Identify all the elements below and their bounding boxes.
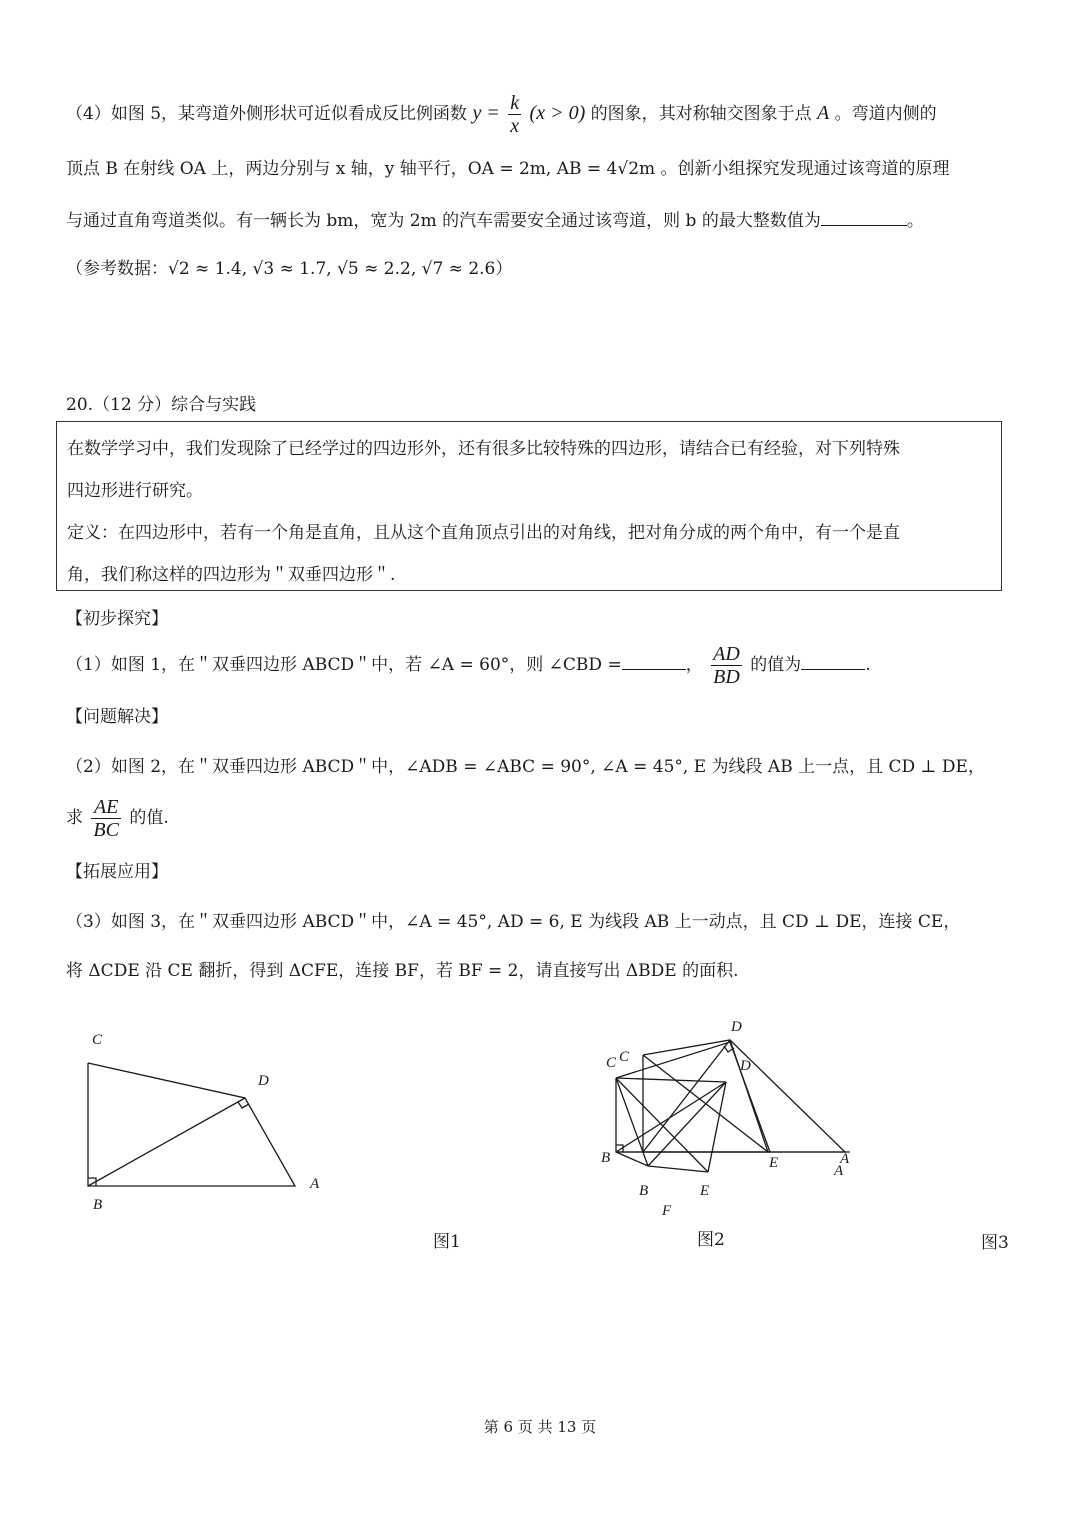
q19-text-b: 的图象，其对称轴交图象于点: [590, 104, 812, 124]
p2-numerator: AE: [91, 796, 121, 819]
figure-1-caption: 图1: [433, 1232, 461, 1252]
p1-denominator: BD: [713, 666, 740, 688]
p2-text-a: 求: [66, 808, 83, 828]
fig2-label-E: E: [769, 1155, 779, 1171]
fig3-label-A: A: [834, 1163, 844, 1179]
fig3-segment-de: [708, 1082, 726, 1172]
fig3-label-E: E: [700, 1183, 710, 1199]
fig3-label-D: D: [740, 1058, 751, 1074]
q19-text-c: 。弯道内侧的: [834, 104, 937, 124]
fig2-diagonal-bd: [643, 1040, 730, 1152]
func-lhs: y =: [472, 102, 500, 124]
q19-line2: 顶点 B 在射线 OA 上，两边分别与 x 轴，y 轴平行，OA = 2m, AB = 4√2m 。创新小组探究发现通过该弯道的原理: [66, 159, 950, 179]
q19-line3-end: 。: [906, 211, 924, 231]
fig2-label-D: D: [731, 1019, 742, 1035]
q19-line4: （参考数据：√2 ≈ 1.4, √3 ≈ 1.7, √5 ≈ 2.2, √7 ≈ 2.6）: [66, 259, 513, 279]
box-line4: 角，我们称这样的四边形为＂双垂四边形＂.: [67, 565, 396, 585]
point-A: A: [817, 102, 830, 124]
box-line1: 在数学学习中，我们发现除了已经学过的四边形外，还有很多比较特殊的四边形，请结合已有经验，对下列特殊: [67, 439, 900, 459]
section-solving: 【问题解决】: [66, 707, 168, 727]
q19-text-a: （4）如图 5，某弯道外侧形状可近似看成反比例函数: [66, 104, 468, 124]
fig3-segment-cd: [616, 1078, 726, 1082]
p2-text-b: 的值.: [129, 808, 169, 828]
p1-text: （1）如图 1，在＂双垂四边形 ABCD＂中，若 ∠A = 60°，则 ∠CBD =: [66, 655, 622, 675]
figure-2-caption: 图2: [697, 1230, 725, 1250]
p1-comma: ，: [685, 655, 703, 675]
page-footer: 第 6 页 共 13 页: [483, 1418, 597, 1436]
func-numerator: k: [510, 92, 520, 114]
section-preliminary: 【初步探究】: [66, 609, 168, 629]
figure-3-caption: 图3: [981, 1233, 1009, 1253]
p2-denominator: BC: [93, 819, 119, 841]
fig1-label-B: B: [93, 1197, 103, 1213]
fig1-label-D: D: [258, 1073, 269, 1089]
p1-text-b: 的值为: [750, 655, 802, 675]
fig2-label-A: A: [840, 1151, 850, 1167]
fig3-label-B: B: [639, 1183, 649, 1199]
q19-line3-text: 与通过直角弯道类似。有一辆长为 bm，宽为 2m 的汽车需要安全通过该弯道，则 b 的最大整数值为: [66, 211, 821, 231]
p1-numerator: AD: [713, 643, 740, 665]
fig2-quad: [643, 1040, 845, 1152]
fig2-label-C: C: [619, 1049, 630, 1065]
section-extension: 【拓展应用】: [66, 862, 168, 882]
fig3-label-F: F: [662, 1203, 672, 1219]
q20-part2-line1: （2）如图 2，在＂双垂四边形 ABCD＂中，∠ADB = ∠ABC = 90°, ∠A = 45°, E 为线段 AB 上一点，且 CD ⊥ DE，: [66, 757, 985, 777]
box-line2: 四边形进行研究。: [67, 481, 203, 501]
func-denominator: x: [510, 115, 520, 137]
fig2-label-B: B: [601, 1150, 611, 1166]
box-line3: 定义：在四边形中，若有一个角是直角，且从这个直角顶点引出的对角线，把对角分成的两个角中，有一个是直: [67, 523, 900, 543]
fig1-diagonal-bd: [88, 1098, 245, 1186]
q20-part3-line2: 将 ΔCDE 沿 CE 翻折，得到 ΔCFE，连接 BF，若 BF = 2，请直接写出 ΔBDE 的面积.: [66, 961, 739, 981]
func-domain: (x > 0): [529, 102, 586, 124]
p1-end: .: [865, 655, 871, 675]
fig3-segment-fe: [648, 1166, 708, 1172]
fig1-label-C: C: [92, 1032, 103, 1048]
fig3-label-C: C: [606, 1055, 617, 1071]
q20-part3-line1: （3）如图 3，在＂双垂四边形 ABCD＂中，∠A = 45°, AD = 6, E 为线段 AB 上一动点，且 CD ⊥ DE，连接 CE，: [66, 912, 961, 932]
q20-heading: 20.（12 分）综合与实践: [66, 395, 257, 415]
fig1-label-A: A: [310, 1176, 320, 1192]
